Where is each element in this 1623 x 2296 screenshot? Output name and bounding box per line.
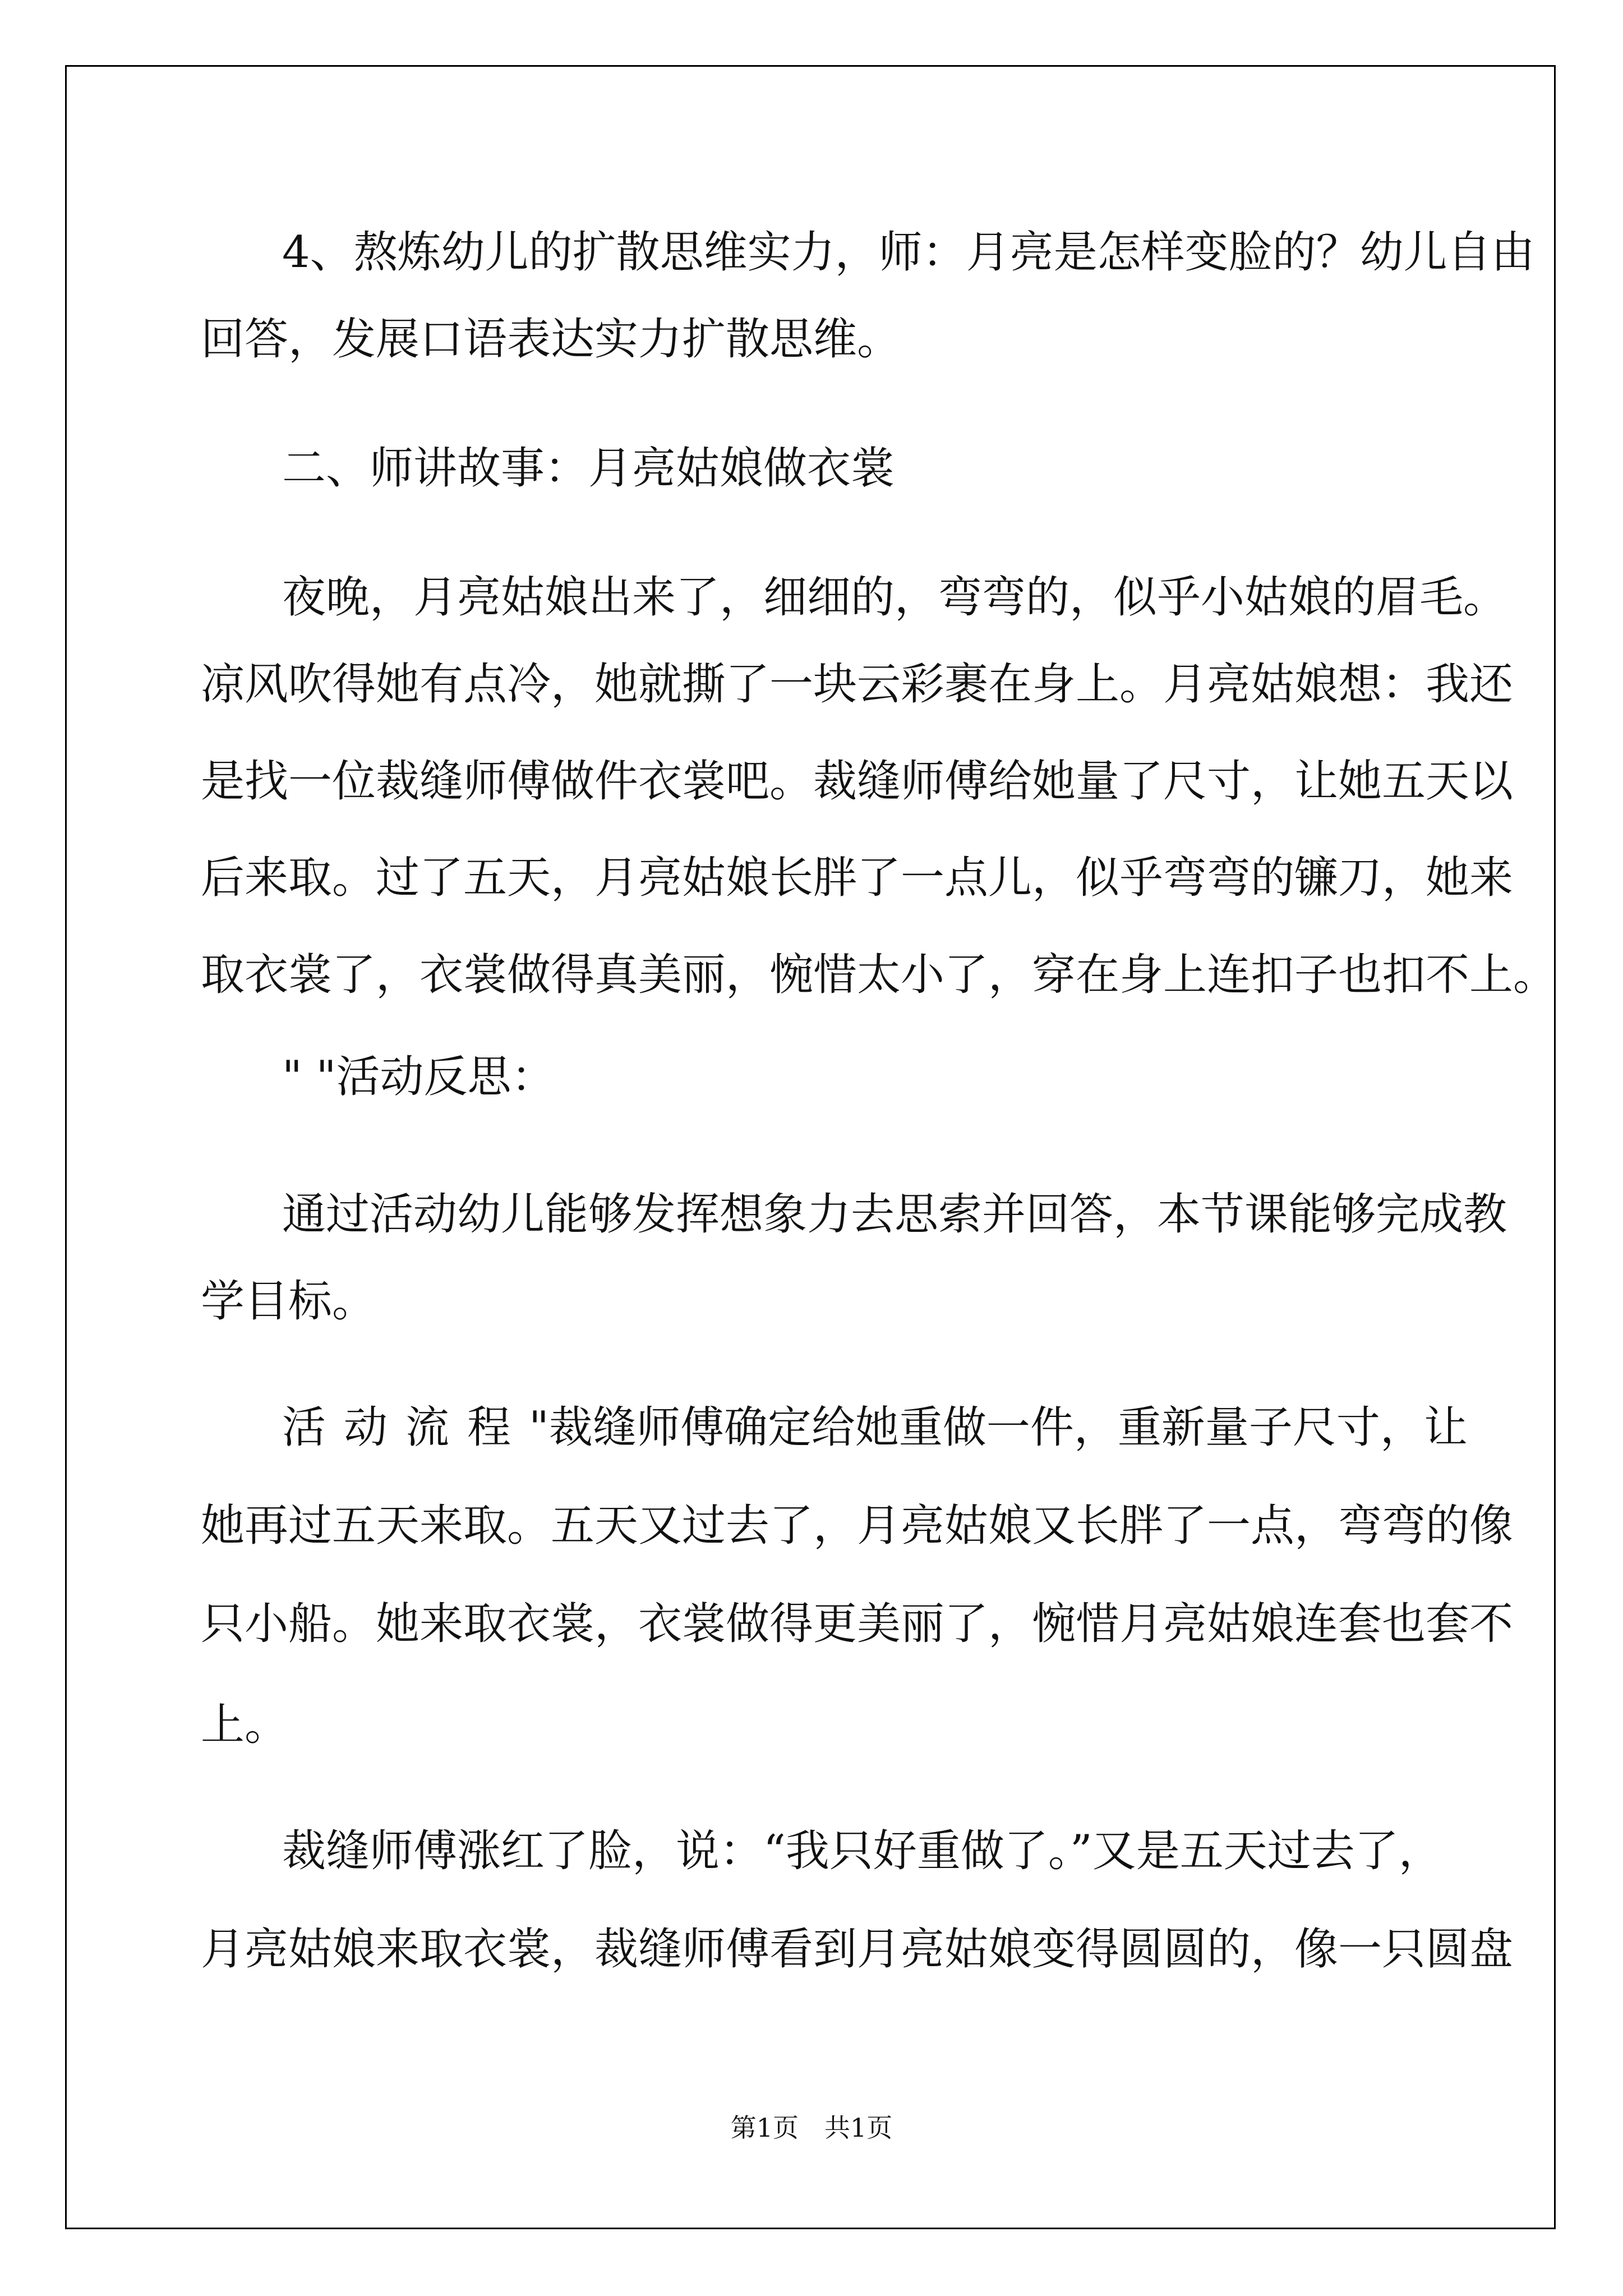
paragraph-line: 后来取。过了五天，月亮姑娘长胖了一点儿，似乎弯弯的镰刀，她来 (201, 853, 1514, 903)
page-number: 第1页 共1页 (730, 2113, 893, 2143)
paragraph-line: 她再过五天来取。五天又过去了，月亮姑娘又长胖了一点，弯弯的像 (201, 1501, 1514, 1551)
paragraph-line (282, 1402, 1468, 1453)
paragraph-line: 回答，发展口语表达实力扩散思维。 (201, 314, 901, 365)
paragraph-line: 4、熬炼幼儿的扩散思维实力，师：月亮是怎样变脸的？幼儿自由 (282, 227, 1535, 278)
section-heading: 二、师讲故事：月亮姑娘做衣裳 (282, 443, 895, 494)
paragraph-line: 是找一位裁缝师傅做件衣裳吧。裁缝师傅给她量了尺寸，让她五天以 (201, 756, 1514, 807)
paragraph-line: 月亮姑娘来取衣裳，裁缝师傅看到月亮姑娘变得圆圆的，像一只圆盘 (201, 1924, 1514, 1975)
paragraph-line: 上。 (201, 1700, 289, 1750)
paragraph-line: 取衣裳了，衣裳做得真美丽，惋惜太小了，穿在身上连扣子也扣不上。 (201, 950, 1557, 1000)
spaced-heading-text: 活动流程 (282, 1402, 529, 1453)
paragraph-line: 凉风吹得她有点冷，她就撕了一块云彩裹在身上。月亮姑娘想：我还 (201, 659, 1514, 710)
paragraph-line: 通过活动幼儿能够发挥想象力去思索并回答，本节课能够完成教 (282, 1189, 1507, 1240)
paragraph-line: 夜晚，月亮姑娘出来了，细细的，弯弯的，似乎小姑娘的眉毛。 (282, 572, 1507, 623)
paragraph-line: 只小船。她来取衣裳，衣裳做得更美丽了，惋惜月亮姑娘连套也套不 (201, 1599, 1514, 1649)
section-heading: " "活动反思： (282, 1052, 555, 1102)
paragraph-text: "裁缝师傅确定给她重做一件，重新量子尺寸，让 (529, 1402, 1468, 1453)
paragraph-line: 学目标。 (201, 1276, 376, 1327)
paragraph-line: 裁缝师傅涨红了脸，说：“我只好重做了。”又是五天过去了， (282, 1826, 1442, 1876)
page-border (65, 65, 1556, 2229)
